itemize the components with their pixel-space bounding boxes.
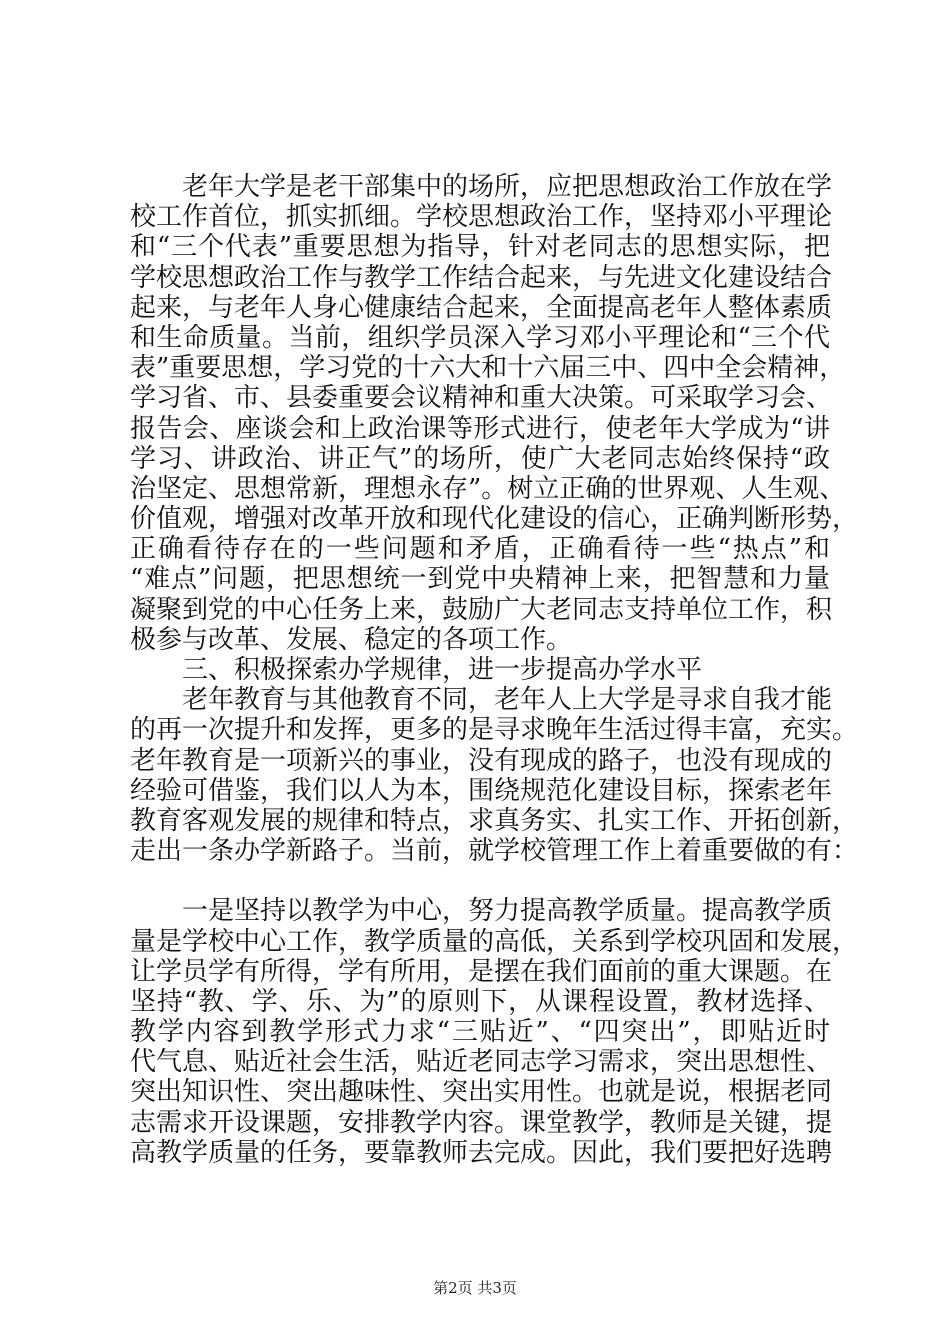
text-line: “难点”问题，把思想统一到党中央精神上来，把智慧和力量	[130, 564, 830, 595]
paragraph-gap	[130, 866, 830, 896]
text-line: 学校思想政治工作与教学工作结合起来，与先进文化建设结合	[130, 262, 833, 293]
text-line: 表”重要思想，学习党的十六大和十六届三中、四中全会精神，	[130, 353, 846, 384]
text-line: 高教学质量的任务，要靠教师去完成。因此，我们要把好选聘	[130, 1137, 833, 1168]
text-line: 治坚定、思想常新，理想永存”。树立正确的世界观、人生观、	[130, 473, 846, 504]
text-line: 和生命质量。当前，组织学员深入学习邓小平理论和“三个代	[130, 322, 830, 353]
text-line: 走出一条办学新路子。当前，就学校管理工作上着重要做的有：	[130, 836, 859, 867]
text-line: 老年教育与其他教育不同，老年人上大学是寻求自我才能	[182, 685, 833, 716]
section-heading	[130, 655, 830, 685]
text-line: 价值观，增强对改革开放和现代化建设的信心，正确判断形势，	[130, 504, 859, 535]
text-line: 坚持“教、学、乐、为”的原则下，从课程设置，教材选择、	[130, 986, 830, 1017]
text-line: 老年大学是老干部集中的场所，应把思想政治工作放在学	[182, 172, 833, 202]
text-line: 报告会、座谈会和上政治课等形式进行，使老年大学成为“讲	[130, 413, 830, 444]
text-line: 和“三个代表”重要思想为指导，针对老同志的思想实际，把	[130, 232, 830, 263]
text-line: 教育客观发展的规律和特点，求真务实、扎实工作、开拓创新，	[130, 805, 859, 836]
text-line: 学习、讲政治、讲正气”的场所，使广大老同志始终保持“政	[130, 443, 830, 474]
text-line: 凝聚到党的中心任务上来，鼓励广大老同志支持单位工作，积	[130, 594, 833, 625]
text-line: 老年教育是一项新兴的事业，没有现成的路子，也没有现成的	[130, 745, 833, 776]
text-line: 正确看待存在的一些问题和矛盾，正确看待一些“热点”和	[130, 534, 830, 565]
section-heading-text: 三、积极探索办学规律，进一步提高办学水平	[182, 655, 703, 685]
text-line: 学习省、市、县委重要会议精神和重大决策。可采取学习会、	[130, 383, 833, 414]
document-body	[130, 172, 859, 1168]
text-line: 量是学校中心工作，教学质量的高低，关系到学校巩固和发展，	[130, 926, 859, 957]
text-line: 校工作首位，抓实抓细。学校思想政治工作，坚持邓小平理论	[130, 202, 833, 233]
text-line: 起来，与老年人身心健康结合起来，全面提高老年人整体素质	[130, 292, 833, 323]
paragraph-teaching-quality	[130, 896, 859, 1168]
text-line: 极参与改革、发展、稳定的各项工作。	[130, 624, 573, 655]
text-line: 志需求开设课题，安排教学内容。课堂教学，教师是关键，提	[130, 1107, 833, 1138]
text-line: 让学员学有所得，学有所用，是摆在我们面前的重大课题。在	[130, 956, 833, 987]
paragraph-ideological-work	[130, 172, 859, 655]
text-line: 教学内容到教学形式力求“三贴近”、“四突出”，即贴近时	[130, 1017, 830, 1048]
paragraph-elderly-education	[130, 685, 859, 867]
text-line: 一是坚持以教学为中心，努力提高教学质量。提高教学质	[182, 896, 833, 927]
text-line: 突出知识性、突出趣味性、突出实用性。也就是说，根据老同	[130, 1077, 833, 1108]
text-line: 代气息、贴近社会生活，贴近老同志学习需求，突出思想性、	[130, 1047, 833, 1078]
text-line: 的再一次提升和发挥，更多的是寻求晚年生活过得丰富，充实。	[130, 715, 859, 746]
text-line: 经验可借鉴，我们以人为本，围绕规范化建设目标，探索老年	[130, 775, 833, 806]
page-footer: 第2页 共3页	[433, 1279, 517, 1297]
